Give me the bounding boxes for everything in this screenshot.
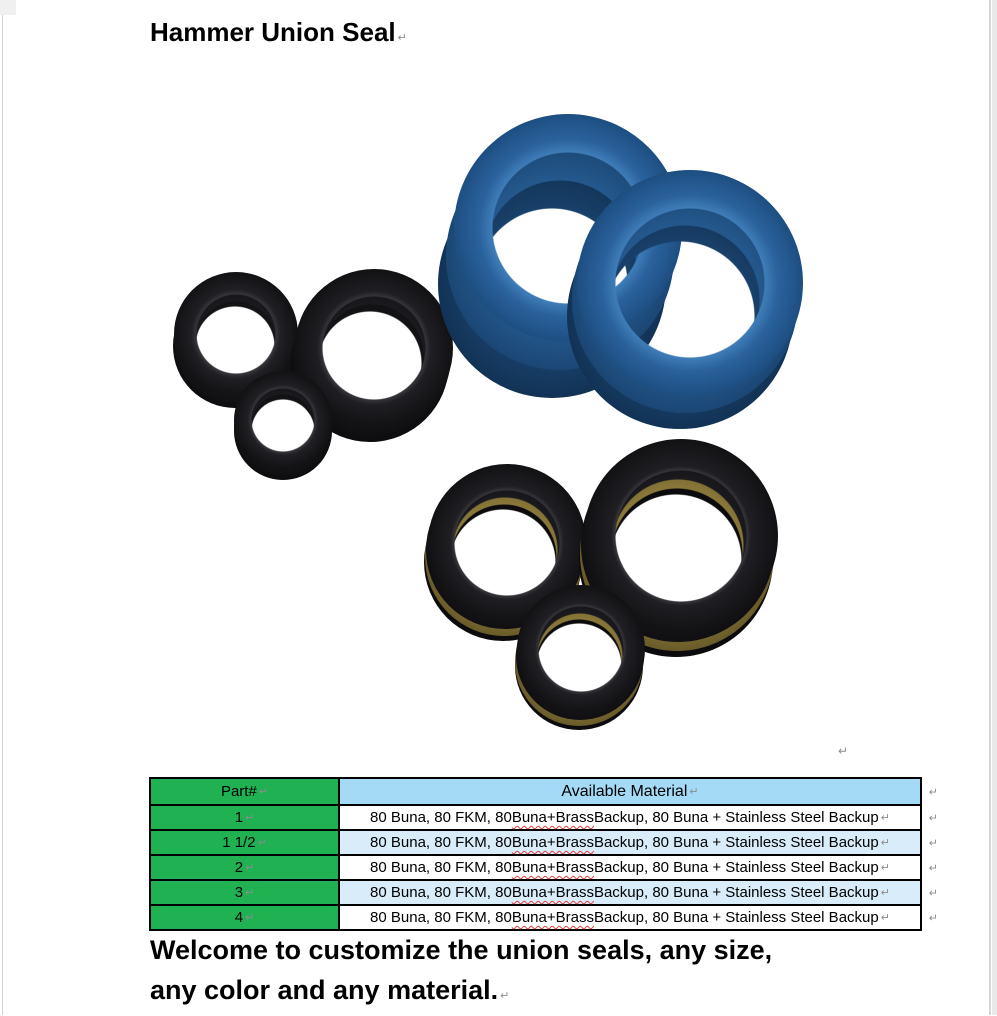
page-title[interactable]	[150, 17, 407, 48]
material-header-label: Available Material	[561, 782, 688, 800]
page-outside-strip	[992, 0, 997, 1015]
material-cell[interactable]: 80 Buna, 80 FKM, 80 Buna+Brass Backup, 80 Buna + Stainless Steel Backup ↵	[340, 831, 920, 854]
table-row	[151, 856, 938, 881]
cell-mark: ↵	[258, 786, 269, 798]
cell-mark: ↵	[880, 887, 890, 899]
table-header-row	[151, 779, 938, 806]
row-end-mark: ↵	[928, 887, 938, 899]
row-end-mark: ↵	[928, 786, 938, 798]
table-row	[151, 906, 938, 929]
part-cell[interactable]: 3 ↵	[151, 881, 340, 904]
row-end-mark: ↵	[928, 812, 938, 824]
table-row	[151, 881, 938, 906]
part-header-label: Part#	[220, 783, 257, 800]
material-table	[149, 777, 938, 931]
material-cell[interactable]: 80 Buna, 80 FKM, 80 Buna+Brass Backup, 80 Buna + Stainless Steel Backup ↵	[340, 906, 920, 929]
cell-mark: ↵	[880, 812, 890, 824]
misspelled-text: Buna+Brass	[511, 809, 594, 826]
cell-mark: ↵	[245, 887, 255, 899]
cell-mark: ↵	[245, 812, 255, 824]
page-right-edge	[989, 0, 991, 1015]
cell-mark: ↵	[689, 786, 699, 798]
material-cell[interactable]: 80 Buna, 80 FKM, 80 Buna+Brass Backup, 80 Buna + Stainless Steel Backup ↵	[340, 806, 920, 829]
part-cell[interactable]: 1 ↵	[151, 806, 340, 829]
footer-line-1: Welcome to customize the union seals, any size,	[150, 935, 773, 965]
material-header-cell[interactable]	[340, 779, 920, 804]
cell-mark: ↵	[245, 912, 255, 924]
material-cell[interactable]: 80 Buna, 80 FKM, 80 Buna+Brass Backup, 80 Buna + Stainless Steel Backup ↵	[340, 881, 920, 904]
row-end-mark: ↵	[928, 912, 938, 924]
blue-seal-ring	[577, 170, 803, 396]
cell-mark: ↵	[245, 862, 255, 874]
misspelled-text: Buna+Brass	[511, 884, 594, 901]
page-corner-block	[0, 0, 16, 15]
cell-mark: ↵	[880, 912, 890, 924]
footer-paragraph[interactable]	[150, 930, 772, 1016]
part-cell[interactable]: 1 1/2 ↵	[151, 831, 340, 854]
footer-line-2: any color and any material. ↵	[150, 975, 510, 1005]
misspelled-text: Buna+Brass	[511, 859, 594, 876]
row-end-mark: ↵	[928, 862, 938, 874]
material-cell[interactable]: 80 Buna, 80 FKM, 80 Buna+Brass Backup, 80 Buna + Stainless Steel Backup ↵	[340, 856, 920, 879]
paragraph-mark: ↵	[500, 990, 510, 1002]
page-left-edge	[2, 15, 3, 1015]
part-header-cell[interactable]	[151, 779, 340, 804]
paragraph-mark: ↵	[397, 32, 407, 44]
black-seal-ring	[234, 371, 332, 469]
paragraph-mark: ↵	[838, 744, 849, 758]
row-end-mark: ↵	[928, 837, 938, 849]
misspelled-text: Buna+Brass	[511, 834, 594, 851]
part-cell[interactable]: 2 ↵	[151, 856, 340, 879]
cell-mark: ↵	[257, 837, 267, 849]
cell-mark: ↵	[880, 837, 890, 849]
cell-mark: ↵	[880, 862, 890, 874]
part-cell[interactable]: 4 ↵	[151, 906, 340, 929]
title-text: Hammer Union Seal	[150, 17, 396, 47]
misspelled-text: Buna+Brass	[511, 909, 594, 926]
brass-backup-seal-ring	[517, 585, 645, 713]
table-row	[151, 806, 938, 831]
table-row	[151, 831, 938, 856]
